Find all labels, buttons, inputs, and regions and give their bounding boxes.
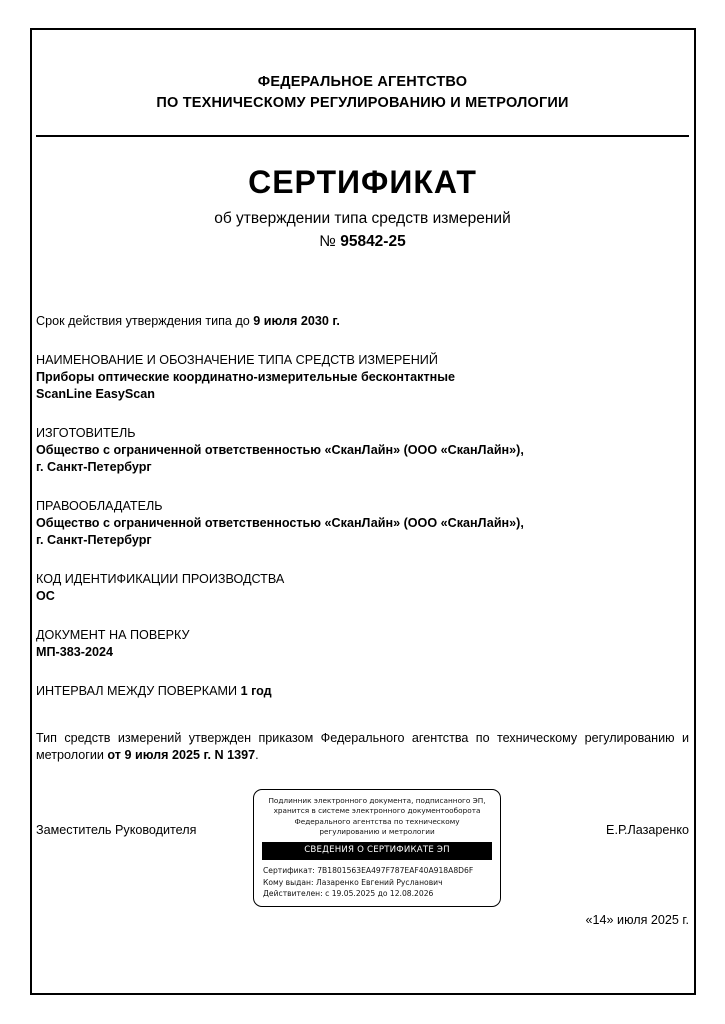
type-name-label: НАИМЕНОВАНИЕ И ОБОЗНАЧЕНИЕ ТИПА СРЕДСТВ ИЗМЕРЕНИЙ (36, 353, 438, 367)
rightholder-value-line-2: г. Санкт-Петербург (36, 533, 152, 547)
stamp-header-line-4: регулированию и метрологии (319, 826, 435, 836)
stamp-issued-to: Кому выдан: Лазаренко Евгений Русланович (263, 877, 443, 887)
certificate-number-value: 95842-25 (340, 233, 406, 250)
verification-interval-line (36, 683, 689, 700)
approval-paragraph (36, 730, 689, 764)
validity-date: 9 июля 2030 г. (253, 314, 340, 328)
manufacturer-label: ИЗГОТОВИТЕЛЬ (36, 426, 136, 440)
signature-row (36, 784, 689, 908)
verification-document-value: МП-383-2024 (36, 645, 113, 659)
header-divider (36, 135, 689, 137)
stamp-certificate-id: Сертификат: 7B1801563EA497F787EAF40A918A8D6F (263, 866, 474, 876)
signatory-name: Е.Р.Лазаренко (606, 823, 689, 837)
production-code-value: ОС (36, 589, 55, 603)
agency-name-line-2: ПО ТЕХНИЧЕСКОМУ РЕГУЛИРОВАНИЮ И МЕТРОЛОГИИ (156, 95, 569, 111)
stamp-validity-period: Действителен: с 19.05.2025 до 12.08.2026 (263, 889, 434, 898)
document-content (36, 28, 689, 929)
approval-order-reference: от 9 июля 2025 г. N 1397 (107, 748, 256, 762)
type-name-value-line-1: Приборы оптические координатно-измерительные бесконтактные (36, 370, 456, 384)
verification-document-label: ДОКУМЕНТ НА ПОВЕРКУ (36, 628, 190, 642)
stamp-details (260, 865, 494, 899)
page-title: СЕРТИФИКАТ (248, 164, 477, 200)
stamp-title-bar: СВЕДЕНИЯ О СЕРТИФИКАТЕ ЭП (262, 842, 492, 860)
approval-text-before: Тип средств измерений утвержден приказом Федерального агентства по техническому регулированию и метрологии (36, 731, 689, 762)
agency-name-line-1: ФЕДЕРАЛЬНОЕ АГЕНТСТВО (257, 74, 468, 90)
signatory-title: Заместитель Руководителя (36, 823, 197, 837)
manufacturer-value-line-1: Общество с ограниченной ответственностью «СканЛайн» (ООО «СканЛайн»), (36, 443, 524, 457)
stamp-header-line-3: Федерального агентства по техническому (294, 816, 460, 826)
validity-line (36, 313, 689, 330)
certificate-number-prefix: № (319, 233, 341, 250)
rightholder-value-line-1: Общество с ограниченной ответственностью «СканЛайн» (ООО «СканЛайн»), (36, 516, 524, 530)
type-name-value-line-2: ScanLine EasyScan (36, 387, 156, 401)
document-date: «14» июля 2025 г. (585, 913, 689, 927)
approval-text-after: . (255, 748, 259, 762)
electronic-signature-stamp (253, 789, 501, 907)
stamp-header-text (260, 796, 494, 837)
verification-interval-value: 1 год (240, 684, 272, 698)
validity-label: Срок действия утверждения типа до (36, 314, 254, 328)
stamp-header-line-2: хранится в системе электронного документооборота (273, 806, 481, 816)
production-code-label: КОД ИДЕНТИФИКАЦИИ ПРОИЗВОДСТВА (36, 572, 285, 586)
certificate-number (36, 232, 689, 252)
manufacturer-value-line-2: г. Санкт-Петербург (36, 460, 152, 474)
stamp-header-line-1: Подлинник электронного документа, подписанного ЭП, (268, 796, 486, 805)
verification-interval-label: ИНТЕРВАЛ МЕЖДУ ПОВЕРКАМИ (36, 684, 241, 698)
document-subtitle: об утверждении типа средств измерений (214, 210, 511, 227)
rightholder-label: ПРАВООБЛАДАТЕЛЬ (36, 499, 163, 513)
